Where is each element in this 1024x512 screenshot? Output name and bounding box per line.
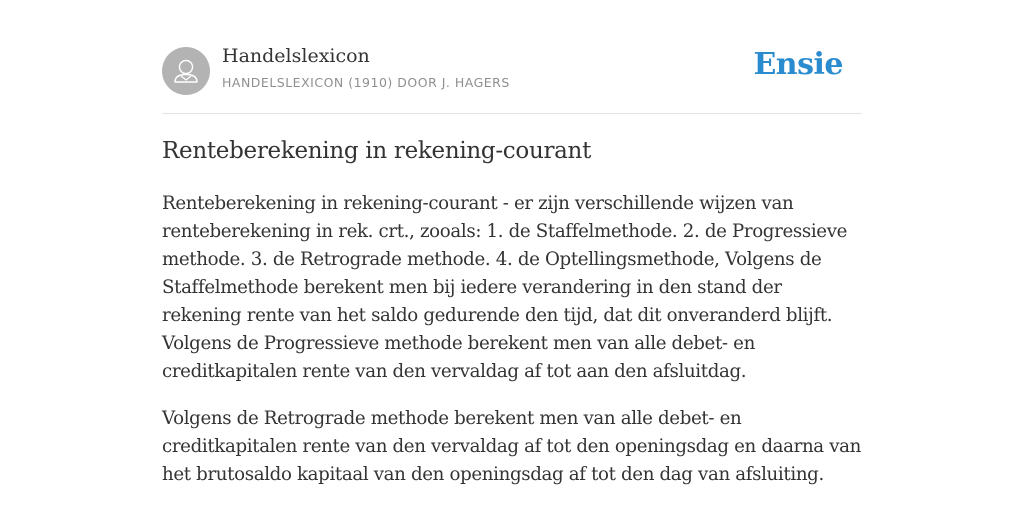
article-paragraph: Volgens de Retrograde methode berekent men van alle debet- en creditkapitalen rente van den vervaldag af tot den openingsdag en daarna van het brutosaldo kapitaal van den openingsdag af tot den dag van afsluiting. [162, 408, 862, 485]
ensie-logo[interactable]: Ensie [753, 47, 843, 82]
source-name[interactable]: Handelslexicon [222, 45, 370, 67]
article-paragraph: Renteberekening in rekening-courant - er zijn verschillende wijzen van renteberekening in rek. crt., zooals: 1. de Staffelmethode. 2. de Progressieve methode. 3. de Retrograde methode. 4. de Optellingsmethode, Volgens de Staffelmethode berekent men bij iedere verandering in den stand der rekening rente van het saldo gedurende den tijd, dat dit onveranderd blijft. Volgens de Progressieve methode berekent men van alle debet- en creditkapitalen rente van den vervaldag af tot aan den afsluitdag. [162, 193, 848, 382]
article-body [162, 190, 862, 508]
user-silhouette-icon [162, 47, 210, 95]
article-header [162, 0, 862, 114]
article-container [162, 0, 862, 485]
source-subtitle[interactable]: HANDELSLEXICON (1910) DOOR J. HAGERS [222, 75, 510, 90]
article-title: Renteberekening in rekening-courant [162, 138, 592, 164]
avatar[interactable] [162, 47, 210, 95]
